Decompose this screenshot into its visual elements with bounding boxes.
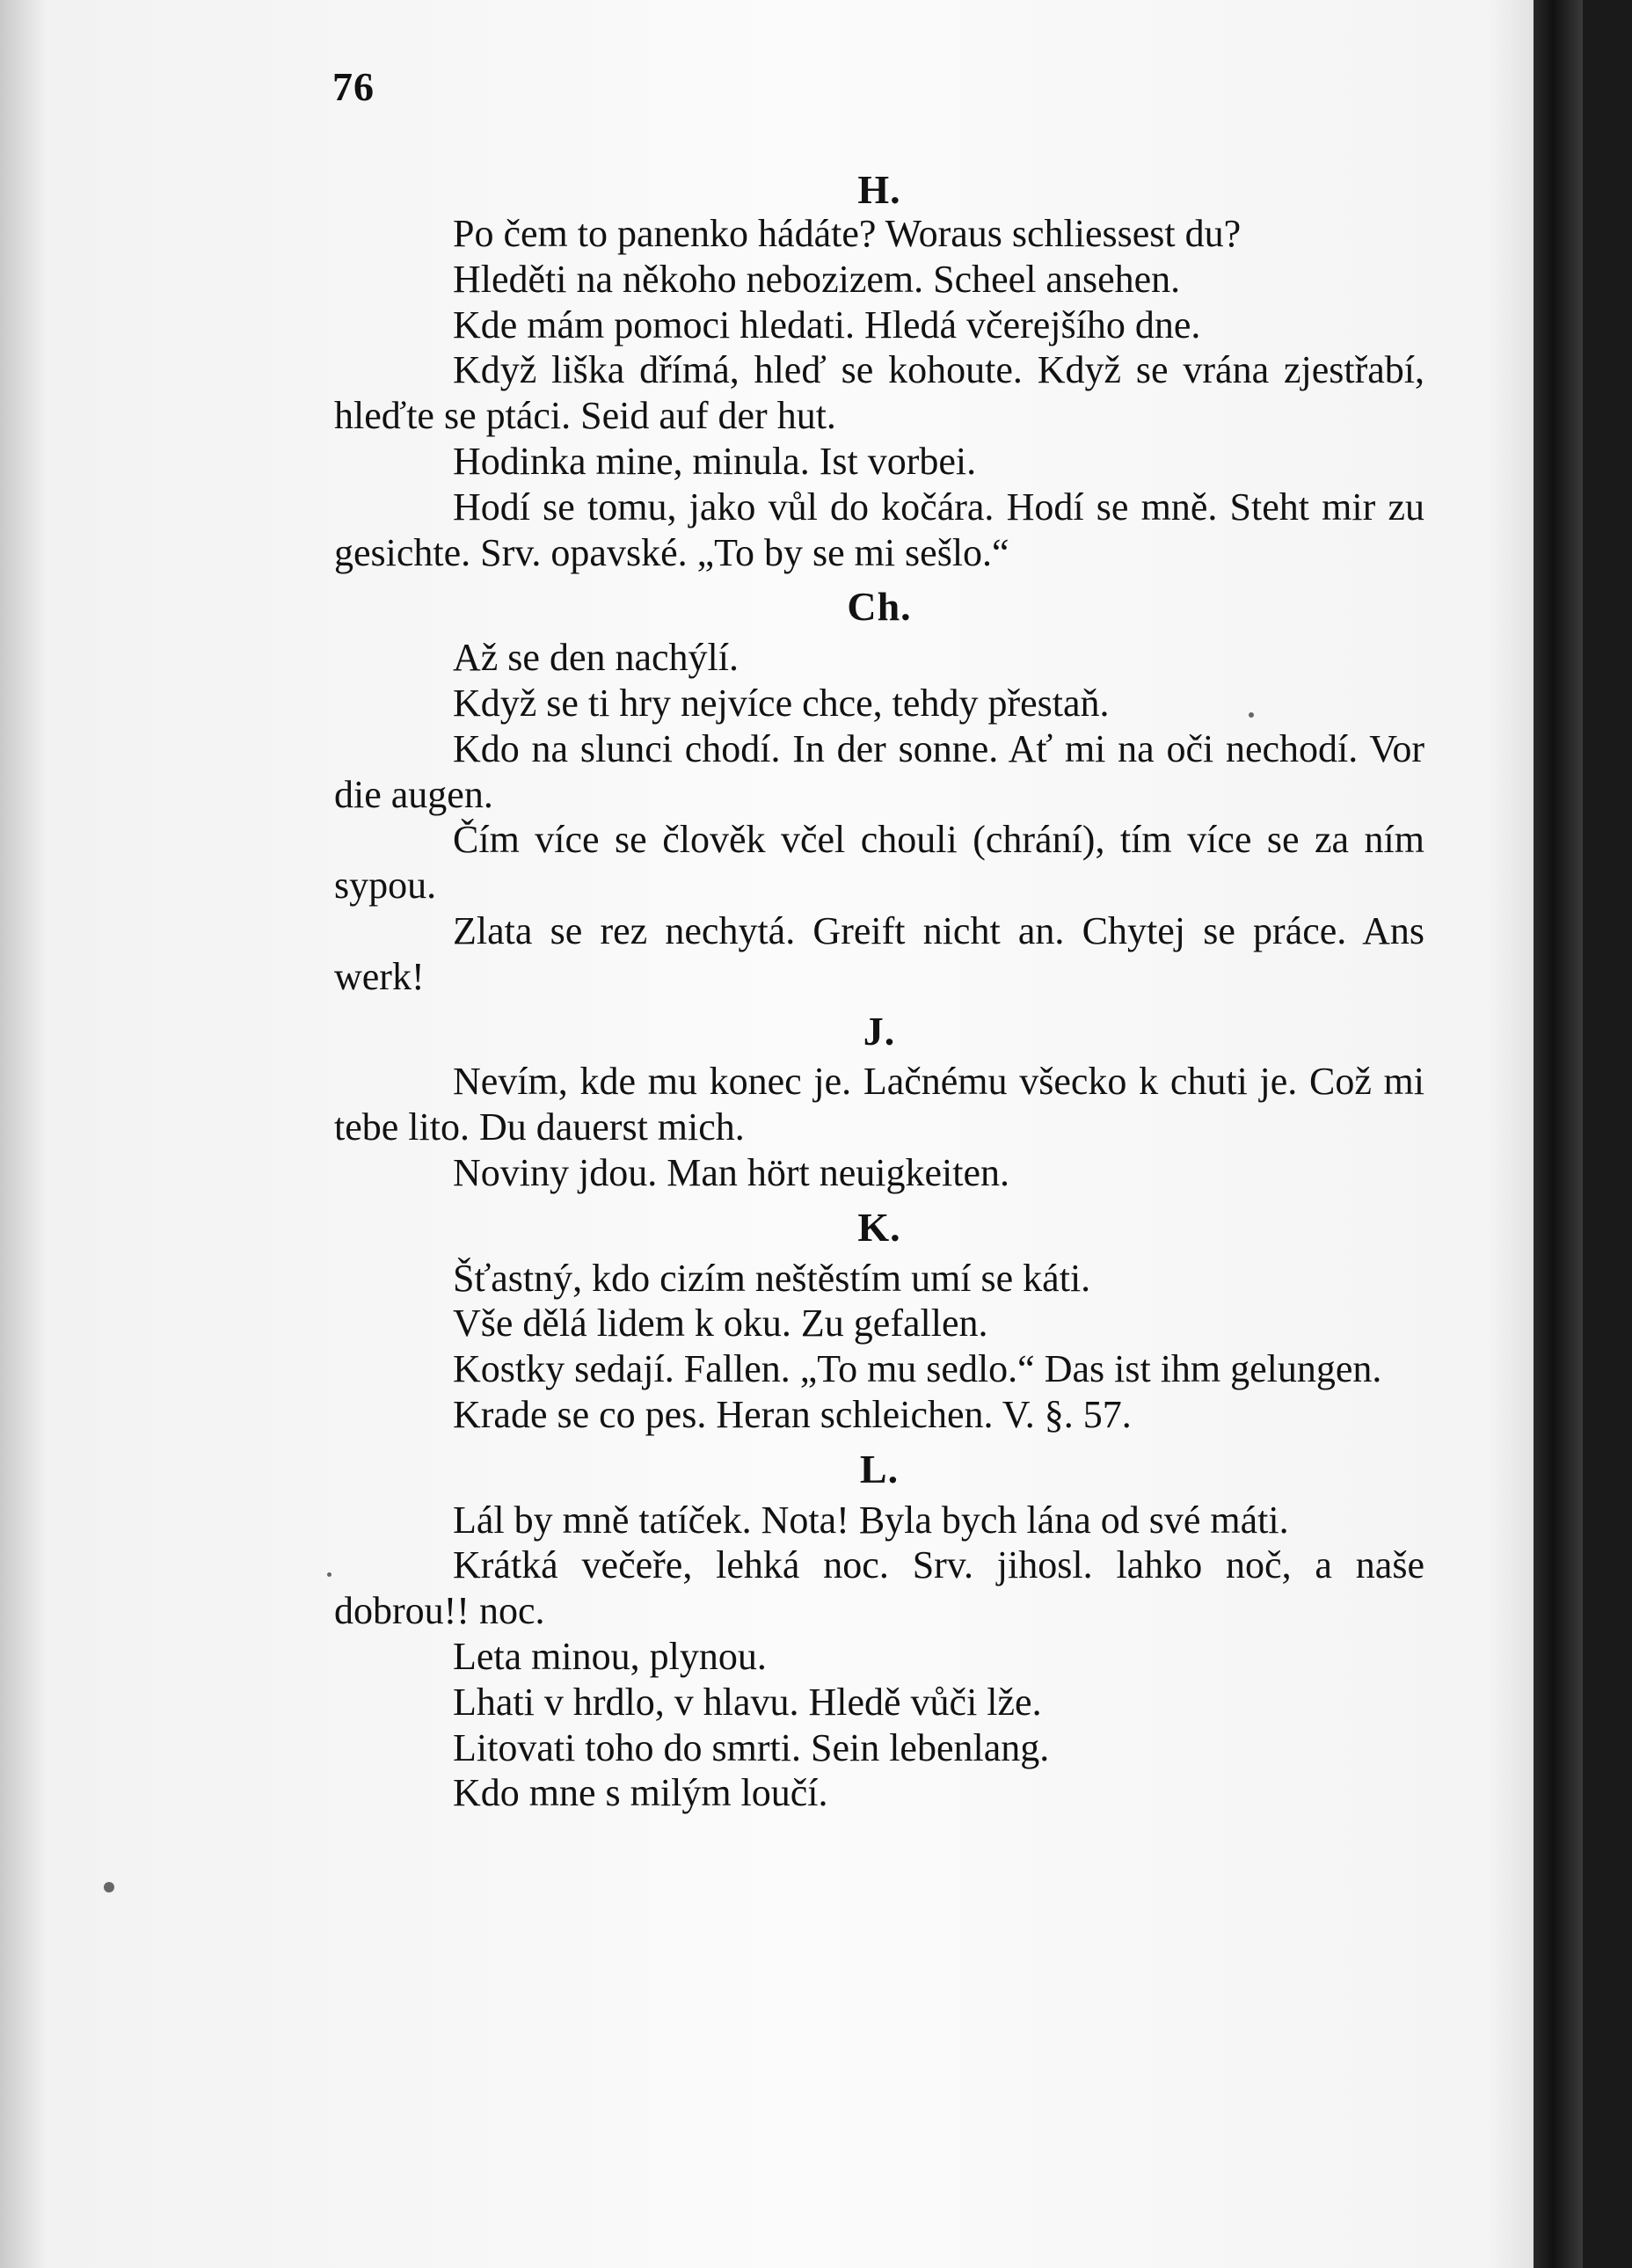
paragraph: Lhati v hrdlo, v hlavu. Hledě vůči lže. <box>453 1680 1042 1724</box>
paper-spot <box>327 1572 332 1577</box>
paragraph: Hodinka mine, minula. Ist vorbei. <box>453 439 977 483</box>
section-heading: K. <box>857 1204 901 1250</box>
paragraph: Když liška dřímá, hleď se kohoute. Když se vrána zjestřabí, hleďte se ptáci. Seid auf der hut. <box>334 348 1424 438</box>
section-heading: J. <box>863 1008 896 1054</box>
paragraph: Noviny jdou. Man hört neuigkeiten. <box>453 1150 1010 1194</box>
section-heading: H. <box>857 167 901 212</box>
paragraph: Kde mám pomoci hledati. Hledá včerejšího dne. <box>453 303 1201 346</box>
paragraph: Nevím, kde mu konec je. Lačnému všecko k chuti je. Což mi tebe lito. Du dauerst mich. <box>334 1060 1424 1149</box>
paragraph: Šťastný, kdo cizím neštěstím umí se káti. <box>453 1256 1091 1300</box>
paragraph: Po čem to panenko hádáte? Woraus schliessest du? <box>453 212 1242 255</box>
paragraph: Až se den nachýlí. <box>453 636 739 680</box>
paragraph: Vše dělá lidem k oku. Zu gefallen. <box>453 1302 988 1345</box>
page-number: 76 <box>332 64 375 109</box>
section-h <box>334 167 1424 575</box>
paragraph: Kdo na slunci chodí. In der sonne. Ať mi na oči nechodí. Vor die augen. <box>334 726 1424 816</box>
paragraph: Hleděti na někoho nebozizem. Scheel ansehen. <box>453 257 1181 301</box>
paragraph: Hodí se tomu, jako vůl do kočára. Hodí se mně. Steht mir zu gesichte. Srv. opavské. „To by se mi sešlo.“ <box>334 485 1424 574</box>
paragraph: Když se ti hry nejvíce chce, tehdy přestaň. <box>453 681 1110 725</box>
section-heading: Ch. <box>847 584 912 630</box>
section-heading: L. <box>859 1446 900 1491</box>
paragraph: Krade se co pes. Heran schleichen. V. §. 57. <box>453 1392 1132 1436</box>
paragraph: Krátká večeře, lehká noc. Srv. jihosl. lahko noč, a naše dobrou!! noc. <box>334 1543 1424 1633</box>
paragraph: Zlata se rez nechytá. Greift nicht an. Chytej se práce. Ans werk! <box>334 908 1424 998</box>
section-k <box>334 1205 1424 1438</box>
paragraph: Leta minou, plynou. <box>453 1634 767 1678</box>
paper-spot <box>1249 712 1254 718</box>
book-spine <box>1534 0 1583 2268</box>
paragraph: Kostky sedají. Fallen. „To mu sedlo.“ Das ist ihm gelungen. <box>453 1347 1382 1391</box>
paragraph: Kdo mne s milým loučí. <box>453 1771 828 1815</box>
section-j <box>334 1009 1424 1196</box>
section-l <box>334 1447 1424 1816</box>
paper-spot <box>104 1882 114 1892</box>
section-ch <box>334 584 1424 999</box>
paragraph: Čím více se člověk včel chouli (chrání), tím více se za ním sypou. <box>334 818 1424 908</box>
paragraph: Litovati toho do smrti. Sein lebenlang. <box>453 1725 1050 1769</box>
text-block <box>334 167 1424 1816</box>
paragraph: Lál by mně tatíček. Nota! Byla bych lána od své máti. <box>453 1498 1289 1542</box>
